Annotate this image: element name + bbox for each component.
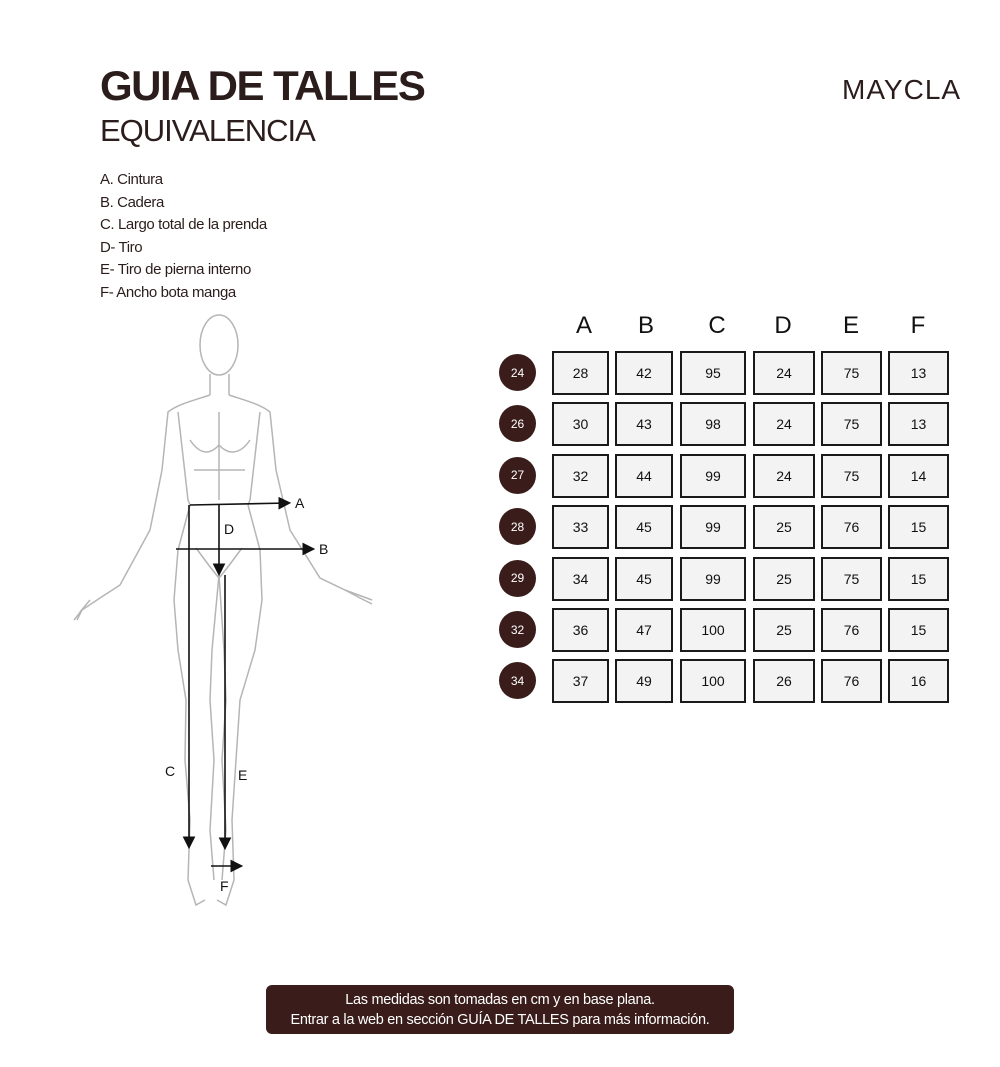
table-cell: 99 [680,557,746,601]
figure-label-a: A [295,495,305,511]
table-cell: 45 [615,505,673,549]
table-cell: 25 [753,505,815,549]
figure-label-b: B [319,541,329,557]
table-cell: 75 [821,402,882,446]
table-cell: 49 [615,659,673,703]
table-cell: 15 [888,557,949,601]
page-title: GUIA DE TALLES [100,62,425,109]
table-cell: 43 [615,402,673,446]
table-cell: 75 [821,454,882,498]
legend-item-e: E- Tiro de pierna interno [100,261,251,278]
table-cell: 13 [888,402,949,446]
table-cell: 25 [753,557,815,601]
size-badge: 28 [499,508,536,545]
table-cell: 24 [753,454,815,498]
table-cell: 45 [615,557,673,601]
table-cell: 75 [821,351,882,395]
table-cell: 100 [680,659,746,703]
column-header-f: F [910,312,926,339]
table-cell: 30 [552,402,609,446]
footer-line-1: Las medidas son tomadas en cm y en base plana. [345,991,655,1008]
column-header-d: D [774,312,792,339]
table-cell: 24 [753,351,815,395]
figure-label-e: E [238,767,248,783]
measurement-legend [100,169,267,304]
size-badge: 24 [499,354,536,391]
table-cell: 100 [680,608,746,652]
table-cell: 25 [753,608,815,652]
table-cell: 13 [888,351,949,395]
table-cell: 76 [821,505,882,549]
footer-line-2: Entrar a la web en sección GUÍA DE TALLES para más información. [290,1011,710,1028]
table-cell: 15 [888,608,949,652]
figure-label-f: F [220,878,229,894]
size-badge: 27 [499,457,536,494]
table-cell: 26 [753,659,815,703]
legend-item-c: C. Largo total de la prenda [100,216,267,233]
table-cell: 44 [615,454,673,498]
size-badge: 34 [499,662,536,699]
brand-logo: MAYCLA [842,74,962,105]
table-cell: 75 [821,557,882,601]
table-cell: 34 [552,557,609,601]
table-cell: 76 [821,659,882,703]
legend-item-a: A. Cintura [100,171,163,188]
figure-label-d: D [224,521,235,537]
table-cell: 16 [888,659,949,703]
table-cell: 95 [680,351,746,395]
legend-item-f: F- Ancho bota manga [100,283,236,301]
column-header-c: C [708,312,726,339]
footer-note [266,985,734,1034]
column-header-b: B [637,312,654,339]
body-outline [74,315,372,905]
mannequin-figure [70,310,390,920]
legend-item-d: D- Tiro [100,238,143,256]
table-cell: 24 [753,402,815,446]
table-cell: 99 [680,505,746,549]
size-badge: 26 [499,405,536,442]
table-cell: 98 [680,402,746,446]
size-badge: 29 [499,560,536,597]
table-cell: 33 [552,505,609,549]
table-cell: 76 [821,608,882,652]
page-subtitle: EQUIVALENCIA [100,113,315,148]
table-cell: 36 [552,608,609,652]
table-cell: 15 [888,505,949,549]
column-header-a: A [575,312,592,339]
table-cell: 37 [552,659,609,703]
table-cell: 99 [680,454,746,498]
legend-item-b: B. Cadera [100,193,164,211]
figure-label-c: C [165,763,176,779]
table-cell: 28 [552,351,609,395]
column-header-e: E [842,312,859,339]
size-badge: 32 [499,611,536,648]
table-cell: 42 [615,351,673,395]
table-cell: 47 [615,608,673,652]
table-cell: 32 [552,454,609,498]
table-cell: 14 [888,454,949,498]
